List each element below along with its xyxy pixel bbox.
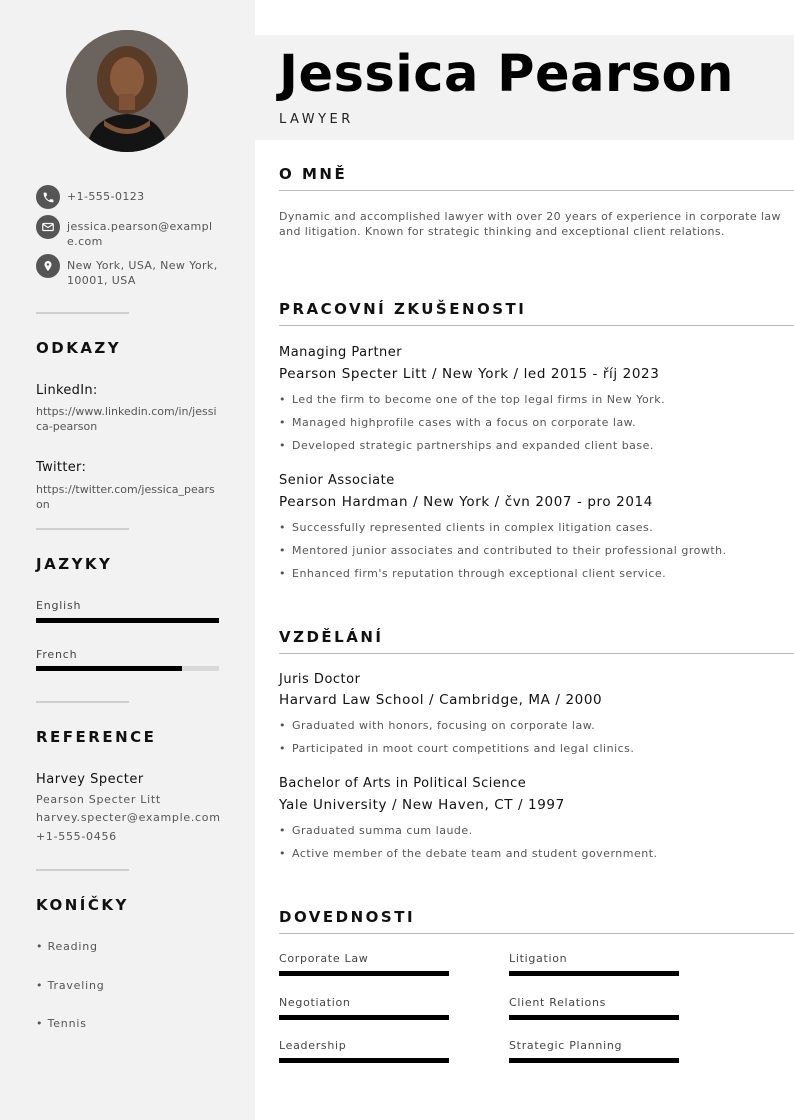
language-label: French bbox=[36, 648, 78, 661]
degree-title: Bachelor of Arts in Political Science bbox=[279, 776, 527, 791]
hobby-item bbox=[36, 979, 105, 992]
skill-label: Leadership bbox=[279, 1039, 347, 1052]
skill-bar bbox=[509, 971, 679, 976]
education-bullet bbox=[279, 719, 595, 732]
contact-phone bbox=[36, 185, 222, 209]
mail-icon bbox=[36, 215, 60, 239]
degree-subtitle: Harvard Law School / Cambridge, MA / 2000 bbox=[279, 692, 603, 708]
job-bullet bbox=[279, 521, 653, 534]
bullet-dot: • bbox=[36, 940, 44, 953]
languages-title: JAZYKY bbox=[36, 555, 113, 573]
bullet-dot: • bbox=[279, 567, 286, 580]
skill-bar-fill bbox=[509, 1058, 679, 1063]
sidebar-divider bbox=[36, 869, 129, 871]
language-label: English bbox=[36, 599, 82, 612]
skill-bar bbox=[509, 1015, 679, 1020]
bullet-text: Successfully represented clients in complex litigation cases. bbox=[292, 521, 654, 534]
job-bullet bbox=[279, 567, 666, 580]
bullet-dot: • bbox=[279, 824, 286, 837]
job-subtitle: Pearson Hardman / New York / čvn 2007 - pro 2014 bbox=[279, 494, 653, 510]
skills-title: DOVEDNOSTI bbox=[279, 908, 416, 926]
job-bullet bbox=[279, 544, 727, 557]
bullet-text: Managed highprofile cases with a focus on corporate law. bbox=[292, 416, 637, 429]
bullet-text: Active member of the debate team and student government. bbox=[292, 847, 658, 860]
bullet-dot: • bbox=[279, 393, 286, 406]
bullet-dot: • bbox=[279, 719, 286, 732]
links-title: ODKAZY bbox=[36, 339, 122, 357]
avatar bbox=[66, 30, 188, 152]
address-text: New York, USA, New York, 10001, USA bbox=[67, 259, 218, 287]
skill-label: Litigation bbox=[509, 952, 568, 965]
language-bar-fill bbox=[36, 666, 182, 671]
bullet-dot: • bbox=[279, 416, 286, 429]
about-text: Dynamic and accomplished lawyer with over 20 years of experience in corporate law and litigation. Known for strategic thinking and exceptional client relations. bbox=[279, 210, 781, 238]
skill-bar-fill bbox=[279, 1015, 449, 1020]
hobby-label: Tennis bbox=[47, 1017, 87, 1030]
section-divider bbox=[279, 933, 794, 934]
bullet-dot: • bbox=[279, 544, 286, 557]
bullet-text: Participated in moot court competitions and legal clinics. bbox=[292, 742, 635, 755]
bullet-text: Led the firm to become one of the top legal firms in New York. bbox=[292, 393, 666, 406]
linkedin-link[interactable]: https://www.linkedin.com/in/jessica-pearson bbox=[36, 405, 217, 433]
job-bullet bbox=[279, 416, 636, 429]
header bbox=[255, 35, 794, 140]
skill-bar-fill bbox=[509, 1015, 679, 1020]
hobby-item bbox=[36, 940, 98, 953]
linkedin-label: LinkedIn: bbox=[36, 383, 98, 398]
hobbies-title: KONÍČKY bbox=[36, 896, 129, 914]
bullet-dot: • bbox=[36, 979, 44, 992]
degree-subtitle: Yale University / New Haven, CT / 1997 bbox=[279, 797, 565, 813]
experience-title: PRACOVNÍ ZKUŠENOSTI bbox=[279, 300, 527, 318]
location-pin-icon bbox=[36, 254, 60, 278]
hobby-label: Reading bbox=[47, 940, 98, 953]
education-bullet bbox=[279, 742, 634, 755]
email-text: jessica.pearson@example.com bbox=[67, 220, 213, 248]
job-bullet bbox=[279, 439, 654, 452]
reference-company: Pearson Specter Litt bbox=[36, 793, 161, 806]
hobby-label: Traveling bbox=[47, 979, 105, 992]
bullet-dot: • bbox=[279, 742, 286, 755]
section-divider bbox=[279, 653, 794, 654]
skill-label: Strategic Planning bbox=[509, 1039, 623, 1052]
skill-label: Corporate Law bbox=[279, 952, 369, 965]
hobby-item bbox=[36, 1017, 87, 1030]
skill-label: Client Relations bbox=[509, 996, 607, 1009]
education-bullet bbox=[279, 824, 473, 837]
phone-icon bbox=[36, 185, 60, 209]
sidebar-divider bbox=[36, 701, 129, 703]
skill-bar-fill bbox=[279, 971, 449, 976]
degree-title: Juris Doctor bbox=[279, 672, 361, 687]
contact-email bbox=[36, 215, 222, 249]
bullet-dot: • bbox=[279, 847, 286, 860]
skill-bar bbox=[279, 971, 449, 976]
language-bar bbox=[36, 666, 219, 671]
bullet-dot: • bbox=[279, 521, 286, 534]
language-bar-fill bbox=[36, 618, 219, 623]
section-divider bbox=[279, 325, 794, 326]
twitter-label: Twitter: bbox=[36, 460, 87, 475]
education-bullet bbox=[279, 847, 658, 860]
reference-phone: +1-555-0456 bbox=[36, 830, 117, 843]
about-title: O MNĚ bbox=[279, 165, 348, 183]
skill-bar bbox=[279, 1058, 449, 1063]
language-bar bbox=[36, 618, 219, 623]
portrait-image bbox=[66, 30, 188, 152]
bullet-text: Enhanced firm's reputation through exceptional client service. bbox=[292, 567, 667, 580]
reference-title: REFERENCE bbox=[36, 728, 157, 746]
job-title: Managing Partner bbox=[279, 345, 403, 360]
job-subtitle: Pearson Specter Litt / New York / led 2015 - říj 2023 bbox=[279, 366, 660, 382]
skill-bar bbox=[279, 1015, 449, 1020]
person-name: Jessica Pearson bbox=[279, 45, 734, 104]
reference-email: harvey.specter@example.com bbox=[36, 811, 221, 824]
job-title: Senior Associate bbox=[279, 473, 395, 488]
section-divider bbox=[279, 190, 794, 191]
education-title: VZDĚLÁNÍ bbox=[279, 628, 384, 646]
bullet-dot: • bbox=[36, 1017, 44, 1030]
bullet-dot: • bbox=[279, 439, 286, 452]
bullet-text: Mentored junior associates and contributed to their professional growth. bbox=[292, 544, 727, 557]
twitter-link[interactable]: https://twitter.com/jessica_pearson bbox=[36, 483, 215, 511]
skill-label: Negotiation bbox=[279, 996, 351, 1009]
bullet-text: Graduated summa cum laude. bbox=[292, 824, 473, 837]
contact-address bbox=[36, 254, 222, 288]
reference-name: Harvey Specter bbox=[36, 772, 144, 787]
bullet-text: Graduated with honors, focusing on corporate law. bbox=[292, 719, 596, 732]
phone-text: +1-555-0123 bbox=[67, 190, 145, 203]
job-bullet bbox=[279, 393, 665, 406]
person-role: LAWYER bbox=[279, 112, 354, 127]
sidebar-divider bbox=[36, 312, 129, 314]
skill-bar bbox=[509, 1058, 679, 1063]
bullet-text: Developed strategic partnerships and expanded client base. bbox=[292, 439, 654, 452]
sidebar-divider bbox=[36, 528, 129, 530]
sidebar bbox=[0, 0, 255, 1120]
skill-bar-fill bbox=[279, 1058, 449, 1063]
skill-bar-fill bbox=[509, 971, 679, 976]
